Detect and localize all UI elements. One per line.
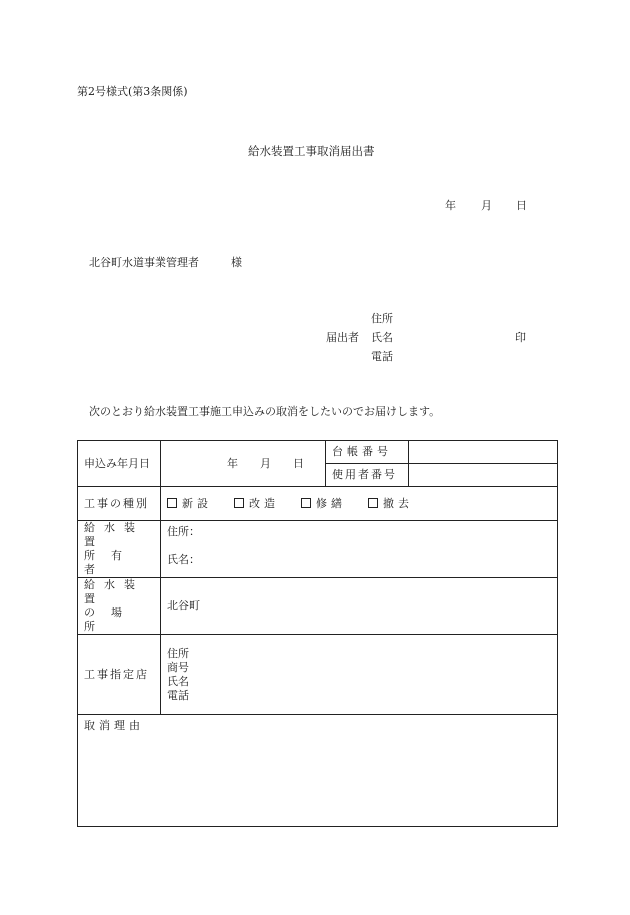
user-number-label: 使用者番号 (326, 464, 409, 487)
location-label (78, 578, 161, 635)
applicant-name-label: 氏名 (371, 331, 393, 344)
document-title: 給水装置工事取消届出書 (248, 144, 375, 158)
apply-date-day: 日 (293, 456, 304, 470)
checkbox-icon[interactable] (301, 498, 311, 508)
work-type-options (161, 487, 558, 521)
addressee: 北谷町水道事業管理者 (89, 256, 199, 269)
work-type-option[interactable]: 新設 (167, 497, 212, 511)
owner-field[interactable] (161, 521, 558, 578)
location-label-line1: 給水装置 (84, 578, 144, 605)
checkbox-icon[interactable] (234, 498, 244, 508)
contractor-phone-label: 電話 (167, 688, 189, 702)
apply-date-field[interactable] (161, 441, 326, 487)
seal-mark: 印 (515, 331, 526, 344)
user-number-field[interactable] (409, 464, 558, 487)
reason-field[interactable] (78, 715, 558, 827)
apply-date-label: 申込み年月日 (78, 441, 161, 487)
work-type-option[interactable]: 修繕 (301, 497, 346, 511)
cancellation-form-table (77, 440, 558, 827)
date-day: 日 (516, 199, 527, 212)
owner-label-line2: 所有者 (84, 549, 138, 576)
apply-date-month: 月 (260, 456, 271, 470)
ledger-number-label: 台帳番号 (326, 441, 409, 464)
apply-date-year: 年 (227, 456, 238, 470)
reason-label: 取消理由 (84, 719, 144, 732)
location-value[interactable]: 北谷町 (161, 578, 558, 635)
addressee-suffix: 様 (231, 256, 242, 269)
owner-address-label: 住所： (167, 525, 200, 538)
work-type-label: 工事の種別 (78, 487, 161, 521)
date-year: 年 (445, 199, 456, 212)
contractor-trade-name-label: 商号 (167, 660, 189, 674)
statement: 次のとおり給水装置工事施工申込みの取消をしたいのでお届けします。 (89, 405, 441, 418)
date-month: 月 (481, 199, 492, 212)
contractor-address-label: 住所 (167, 646, 189, 660)
location-label-line2: の場所 (84, 606, 138, 633)
owner-label-line1: 給水装置 (84, 521, 144, 548)
contractor-name-label: 氏名 (167, 674, 189, 688)
applicant-phone-label: 電話 (371, 350, 393, 363)
applicant-role: 届出者 (326, 331, 359, 344)
owner-label (78, 521, 161, 578)
contractor-fields[interactable] (161, 635, 558, 715)
applicant-address-label: 住所 (371, 312, 393, 325)
form-number: 第2号様式(第3条関係) (77, 85, 188, 98)
checkbox-icon[interactable] (167, 498, 177, 508)
checkbox-icon[interactable] (368, 498, 378, 508)
contractor-label: 工事指定店 (78, 635, 161, 715)
work-type-option[interactable]: 撤去 (368, 497, 413, 511)
work-type-option[interactable]: 改造 (234, 497, 279, 511)
owner-name-label: 氏名： (167, 553, 200, 566)
ledger-number-field[interactable] (409, 441, 558, 464)
